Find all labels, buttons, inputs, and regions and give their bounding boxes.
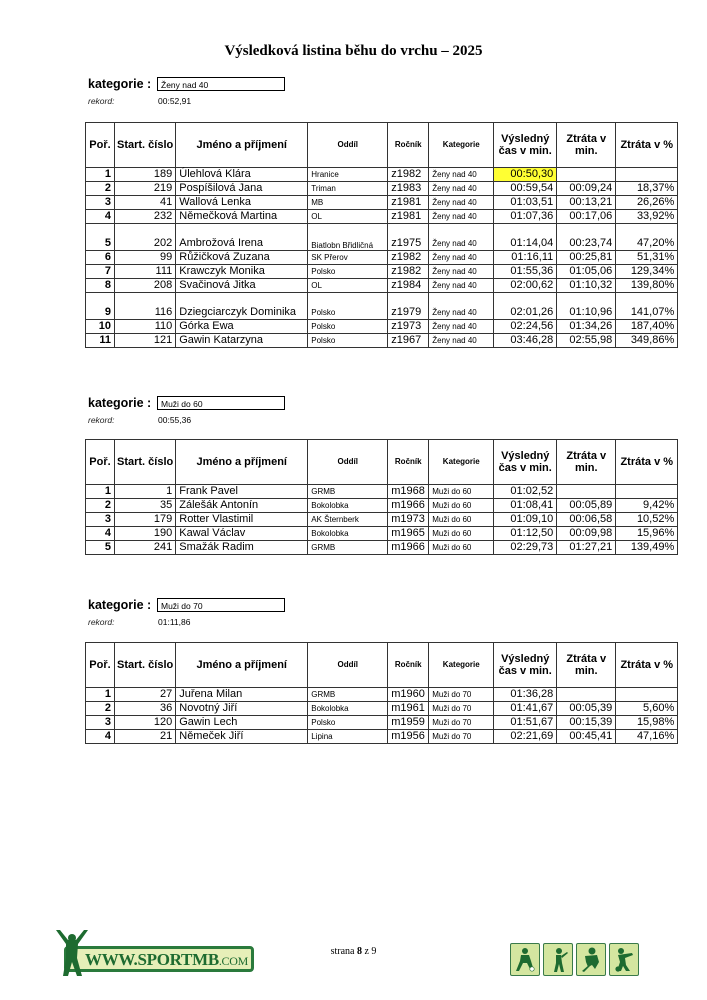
result-time: 01:36,28 bbox=[494, 688, 557, 702]
col-header-category: Kategorie bbox=[429, 440, 494, 485]
athlete-name: Rotter Vlastimil bbox=[176, 513, 308, 527]
table-row bbox=[86, 499, 678, 513]
birth-year: m1965 bbox=[388, 527, 429, 541]
loss-percent: 10,52% bbox=[616, 513, 678, 527]
loss-percent: 33,92% bbox=[616, 210, 678, 224]
birth-year: m1966 bbox=[388, 499, 429, 513]
start-number: 116 bbox=[115, 293, 176, 320]
col-header-club: Oddíl bbox=[308, 440, 388, 485]
table-header bbox=[86, 643, 678, 688]
loss-time: 00:13,21 bbox=[557, 196, 616, 210]
table-row bbox=[86, 320, 678, 334]
loss-percent: 9,42% bbox=[616, 499, 678, 513]
rank: 6 bbox=[86, 251, 115, 265]
start-number: 120 bbox=[115, 716, 176, 730]
birth-year: z1967 bbox=[388, 334, 429, 348]
col-header-start: Start. číslo bbox=[115, 643, 176, 688]
club: OL bbox=[308, 279, 388, 293]
club: Polsko bbox=[308, 716, 388, 730]
table-row bbox=[86, 168, 678, 182]
category-value: Muži do 70 bbox=[157, 598, 285, 612]
col-header-rank: Poř. bbox=[86, 123, 115, 168]
athlete-name: Kawal Václav bbox=[176, 527, 308, 541]
hockey-player-icon bbox=[576, 943, 606, 976]
col-header-category: Kategorie bbox=[429, 123, 494, 168]
athlete-name: Ambrožová Irena bbox=[176, 224, 308, 251]
results-table-men-60 bbox=[85, 439, 678, 555]
sport-icons bbox=[510, 943, 639, 976]
col-header-start: Start. číslo bbox=[115, 440, 176, 485]
athlete-name: Smažák Radim bbox=[176, 541, 308, 555]
club: GRMB bbox=[308, 485, 388, 499]
col-header-loss-min: Ztráta v min. bbox=[557, 123, 616, 168]
rank: 3 bbox=[86, 716, 115, 730]
result-time: 02:21,69 bbox=[494, 730, 557, 744]
table-header bbox=[86, 440, 678, 485]
page-current: 8 bbox=[356, 946, 362, 957]
category: Ženy nad 40 bbox=[429, 293, 494, 320]
table-row bbox=[86, 485, 678, 499]
col-header-loss-min: Ztráta v min. bbox=[557, 440, 616, 485]
birth-year: z1973 bbox=[388, 320, 429, 334]
category-value: Ženy nad 40 bbox=[157, 77, 285, 91]
loss-time: 00:17,06 bbox=[557, 210, 616, 224]
birth-year: z1984 bbox=[388, 279, 429, 293]
club: Bokolobka bbox=[308, 527, 388, 541]
col-header-rank: Poř. bbox=[86, 440, 115, 485]
birth-year: m1960 bbox=[388, 688, 429, 702]
birth-year: z1982 bbox=[388, 251, 429, 265]
record-label: rekord: bbox=[88, 415, 115, 425]
start-number: 202 bbox=[115, 224, 176, 251]
page-separator: z bbox=[364, 946, 369, 957]
table-row bbox=[86, 702, 678, 716]
col-header-name: Jméno a příjmení bbox=[176, 643, 308, 688]
result-time: 01:55,36 bbox=[494, 265, 557, 279]
athlete-name: Zálešák Antonín bbox=[176, 499, 308, 513]
start-number: 21 bbox=[115, 730, 176, 744]
category: Ženy nad 40 bbox=[429, 196, 494, 210]
loss-percent: 139,80% bbox=[616, 279, 678, 293]
col-header-loss-min: Ztráta v min. bbox=[557, 643, 616, 688]
col-header-loss-pct: Ztráta v % bbox=[616, 440, 678, 485]
start-number: 232 bbox=[115, 210, 176, 224]
loss-time: 01:27,21 bbox=[557, 541, 616, 555]
football-player-icon bbox=[510, 943, 540, 976]
loss-time: 00:45,41 bbox=[557, 730, 616, 744]
result-time: 01:09,10 bbox=[494, 513, 557, 527]
table-row bbox=[86, 196, 678, 210]
record-label: rekord: bbox=[88, 617, 115, 627]
table-row bbox=[86, 527, 678, 541]
birth-year: z1983 bbox=[388, 182, 429, 196]
birth-year: m1968 bbox=[388, 485, 429, 499]
athlete-name: Novotný Jiří bbox=[176, 702, 308, 716]
start-number: 219 bbox=[115, 182, 176, 196]
rank: 4 bbox=[86, 210, 115, 224]
table-row bbox=[86, 293, 678, 320]
rank: 1 bbox=[86, 168, 115, 182]
start-number: 190 bbox=[115, 527, 176, 541]
athlete-name: Dziegciarczyk Dominika bbox=[176, 293, 308, 320]
result-time: 01:02,52 bbox=[494, 485, 557, 499]
loss-time: 00:15,39 bbox=[557, 716, 616, 730]
category-block-women-40 bbox=[88, 75, 388, 108]
category-block-men-60 bbox=[88, 394, 388, 427]
rank: 10 bbox=[86, 320, 115, 334]
club: Lipina bbox=[308, 730, 388, 744]
start-number: 179 bbox=[115, 513, 176, 527]
logo-text-suffix: .COM bbox=[218, 954, 248, 968]
loss-time: 00:23,74 bbox=[557, 224, 616, 251]
club: OL bbox=[308, 210, 388, 224]
result-time: 03:46,28 bbox=[494, 334, 557, 348]
category-label: kategorie : bbox=[88, 598, 152, 612]
start-number: 110 bbox=[115, 320, 176, 334]
club: Polsko bbox=[308, 293, 388, 320]
category: Ženy nad 40 bbox=[429, 265, 494, 279]
category: Muži do 60 bbox=[429, 485, 494, 499]
club: AK Šternberk bbox=[308, 513, 388, 527]
table-row bbox=[86, 688, 678, 702]
table-row bbox=[86, 541, 678, 555]
club: SK Přerov bbox=[308, 251, 388, 265]
loss-percent: 26,26% bbox=[616, 196, 678, 210]
start-number: 189 bbox=[115, 168, 176, 182]
rank: 8 bbox=[86, 279, 115, 293]
start-number: 41 bbox=[115, 196, 176, 210]
birth-year: m1966 bbox=[388, 541, 429, 555]
loss-percent: 187,40% bbox=[616, 320, 678, 334]
table-row bbox=[86, 182, 678, 196]
athlete-name: Frank Pavel bbox=[176, 485, 308, 499]
loss-percent: 47,16% bbox=[616, 730, 678, 744]
table-row bbox=[86, 716, 678, 730]
start-number: 36 bbox=[115, 702, 176, 716]
loss-percent: 47,20% bbox=[616, 224, 678, 251]
table-row bbox=[86, 279, 678, 293]
record-label: rekord: bbox=[88, 96, 115, 106]
loss-percent bbox=[616, 168, 678, 182]
category: Ženy nad 40 bbox=[429, 320, 494, 334]
col-header-start: Start. číslo bbox=[115, 123, 176, 168]
rank: 11 bbox=[86, 334, 115, 348]
rank: 3 bbox=[86, 196, 115, 210]
club: GRMB bbox=[308, 541, 388, 555]
result-time: 02:29,73 bbox=[494, 541, 557, 555]
birth-year: z1982 bbox=[388, 265, 429, 279]
birth-year: m1961 bbox=[388, 702, 429, 716]
result-time: 01:16,11 bbox=[494, 251, 557, 265]
table-row bbox=[86, 224, 678, 251]
club: Polsko bbox=[308, 334, 388, 348]
result-time: 01:12,50 bbox=[494, 527, 557, 541]
club: MB bbox=[308, 196, 388, 210]
athlete-name: Němečková Martina bbox=[176, 210, 308, 224]
athlete-name: Růžičková Zuzana bbox=[176, 251, 308, 265]
rank: 2 bbox=[86, 499, 115, 513]
birth-year: m1973 bbox=[388, 513, 429, 527]
col-header-loss-pct: Ztráta v % bbox=[616, 123, 678, 168]
category: Muži do 60 bbox=[429, 513, 494, 527]
club: Biatlobn Břidličná bbox=[308, 224, 388, 251]
loss-time: 01:05,06 bbox=[557, 265, 616, 279]
birth-year: z1975 bbox=[388, 224, 429, 251]
tennis-player-icon bbox=[543, 943, 573, 976]
rank: 7 bbox=[86, 265, 115, 279]
page-total: 9 bbox=[371, 946, 377, 957]
rank: 1 bbox=[86, 485, 115, 499]
loss-percent: 129,34% bbox=[616, 265, 678, 279]
category: Muži do 60 bbox=[429, 541, 494, 555]
birth-year: z1981 bbox=[388, 210, 429, 224]
col-header-name: Jméno a příjmení bbox=[176, 123, 308, 168]
results-table-women-40 bbox=[85, 122, 678, 348]
athlete-name: Gawin Lech bbox=[176, 716, 308, 730]
loss-time: 00:06,58 bbox=[557, 513, 616, 527]
table-row bbox=[86, 730, 678, 744]
category: Ženy nad 40 bbox=[429, 224, 494, 251]
loss-time bbox=[557, 485, 616, 499]
bowling-player-icon bbox=[609, 943, 639, 976]
page-title: Výsledková listina běhu do vrchu – 2025 bbox=[224, 43, 483, 59]
col-header-time: Výsledný čas v min. bbox=[494, 440, 557, 485]
result-time: 01:03,51 bbox=[494, 196, 557, 210]
club: Polsko bbox=[308, 320, 388, 334]
table-row bbox=[86, 210, 678, 224]
col-header-club: Oddíl bbox=[308, 643, 388, 688]
record-value: 00:55,36 bbox=[158, 415, 192, 425]
category: Ženy nad 40 bbox=[429, 251, 494, 265]
start-number: 121 bbox=[115, 334, 176, 348]
athlete-name: Juřena Milan bbox=[176, 688, 308, 702]
col-header-year: Ročník bbox=[388, 440, 429, 485]
col-header-name: Jméno a příjmení bbox=[176, 440, 308, 485]
rank: 9 bbox=[86, 293, 115, 320]
results-table-men-70 bbox=[85, 642, 678, 744]
start-number: 35 bbox=[115, 499, 176, 513]
loss-time: 00:05,39 bbox=[557, 702, 616, 716]
birth-year: m1959 bbox=[388, 716, 429, 730]
col-header-category: Kategorie bbox=[429, 643, 494, 688]
loss-percent bbox=[616, 688, 678, 702]
category: Muži do 70 bbox=[429, 716, 494, 730]
loss-time bbox=[557, 688, 616, 702]
loss-percent: 18,37% bbox=[616, 182, 678, 196]
category: Ženy nad 40 bbox=[429, 334, 494, 348]
result-time: 00:59,54 bbox=[494, 182, 557, 196]
loss-time: 00:05,89 bbox=[557, 499, 616, 513]
logo-text-main: WWW.SPORTMB bbox=[85, 950, 219, 969]
record-value: 01:11,86 bbox=[158, 617, 191, 627]
rank: 2 bbox=[86, 182, 115, 196]
loss-time: 01:34,26 bbox=[557, 320, 616, 334]
athlete-name: Úlehlová Klára bbox=[176, 168, 308, 182]
loss-time bbox=[557, 168, 616, 182]
loss-percent: 5,60% bbox=[616, 702, 678, 716]
result-time: 02:24,56 bbox=[494, 320, 557, 334]
loss-time: 00:09,98 bbox=[557, 527, 616, 541]
col-header-club: Oddíl bbox=[308, 123, 388, 168]
loss-percent: 15,98% bbox=[616, 716, 678, 730]
start-number: 27 bbox=[115, 688, 176, 702]
start-number: 111 bbox=[115, 265, 176, 279]
category: Muži do 60 bbox=[429, 527, 494, 541]
start-number: 241 bbox=[115, 541, 176, 555]
loss-percent: 51,31% bbox=[616, 251, 678, 265]
club: Bokolobka bbox=[308, 499, 388, 513]
category: Ženy nad 40 bbox=[429, 279, 494, 293]
start-number: 1 bbox=[115, 485, 176, 499]
col-header-year: Ročník bbox=[388, 643, 429, 688]
table-header bbox=[86, 123, 678, 168]
category-label: kategorie : bbox=[88, 77, 152, 91]
start-number: 99 bbox=[115, 251, 176, 265]
loss-time: 01:10,96 bbox=[557, 293, 616, 320]
col-header-time: Výsledný čas v min. bbox=[494, 123, 557, 168]
result-time: 01:08,41 bbox=[494, 499, 557, 513]
rank: 2 bbox=[86, 702, 115, 716]
athlete-name: Pospíšilová Jana bbox=[176, 182, 308, 196]
athlete-name: Krawczyk Monika bbox=[176, 265, 308, 279]
category-block-men-70 bbox=[88, 596, 388, 629]
result-time: 00:50,30 bbox=[494, 168, 557, 182]
athlete-name: Wallová Lenka bbox=[176, 196, 308, 210]
loss-time: 00:09,24 bbox=[557, 182, 616, 196]
category: Muži do 70 bbox=[429, 730, 494, 744]
birth-year: z1979 bbox=[388, 293, 429, 320]
loss-percent: 15,96% bbox=[616, 527, 678, 541]
loss-percent: 349,86% bbox=[616, 334, 678, 348]
category: Muži do 60 bbox=[429, 499, 494, 513]
rank: 3 bbox=[86, 513, 115, 527]
result-time: 01:51,67 bbox=[494, 716, 557, 730]
club: Bokolobka bbox=[308, 702, 388, 716]
col-header-loss-pct: Ztráta v % bbox=[616, 643, 678, 688]
birth-year: z1982 bbox=[388, 168, 429, 182]
category: Ženy nad 40 bbox=[429, 210, 494, 224]
athlete-name: Němeček Jiří bbox=[176, 730, 308, 744]
result-time: 01:14,04 bbox=[494, 224, 557, 251]
table-row bbox=[86, 251, 678, 265]
athlete-name: Gawin Katarzyna bbox=[176, 334, 308, 348]
loss-time: 01:10,32 bbox=[557, 279, 616, 293]
col-header-year: Ročník bbox=[388, 123, 429, 168]
loss-time: 02:55,98 bbox=[557, 334, 616, 348]
club: Polsko bbox=[308, 265, 388, 279]
birth-year: m1956 bbox=[388, 730, 429, 744]
loss-time: 00:25,81 bbox=[557, 251, 616, 265]
club: Triman bbox=[308, 182, 388, 196]
club: Hranice bbox=[308, 168, 388, 182]
birth-year: z1981 bbox=[388, 196, 429, 210]
page-prefix: strana bbox=[330, 946, 355, 957]
category: Muži do 70 bbox=[429, 702, 494, 716]
athlete-name: Svačinová Jitka bbox=[176, 279, 308, 293]
rank: 4 bbox=[86, 527, 115, 541]
athlete-name: Górka Ewa bbox=[176, 320, 308, 334]
rank: 5 bbox=[86, 224, 115, 251]
col-header-rank: Poř. bbox=[86, 643, 115, 688]
rank: 1 bbox=[86, 688, 115, 702]
club: GRMB bbox=[308, 688, 388, 702]
record-value: 00:52,91 bbox=[158, 96, 192, 106]
loss-percent: 139,49% bbox=[616, 541, 678, 555]
table-row bbox=[86, 265, 678, 279]
result-time: 02:01,26 bbox=[494, 293, 557, 320]
category: Ženy nad 40 bbox=[429, 168, 494, 182]
category: Ženy nad 40 bbox=[429, 182, 494, 196]
category: Muži do 70 bbox=[429, 688, 494, 702]
result-time: 01:07,36 bbox=[494, 210, 557, 224]
table-row bbox=[86, 513, 678, 527]
result-time: 01:41,67 bbox=[494, 702, 557, 716]
rank: 4 bbox=[86, 730, 115, 744]
category-value: Muži do 60 bbox=[157, 396, 285, 410]
start-number: 208 bbox=[115, 279, 176, 293]
col-header-time: Výsledný čas v min. bbox=[494, 643, 557, 688]
table-row bbox=[86, 334, 678, 348]
loss-percent bbox=[616, 485, 678, 499]
category-label: kategorie : bbox=[88, 396, 152, 410]
rank: 5 bbox=[86, 541, 115, 555]
result-time: 02:00,62 bbox=[494, 279, 557, 293]
loss-percent: 141,07% bbox=[616, 293, 678, 320]
